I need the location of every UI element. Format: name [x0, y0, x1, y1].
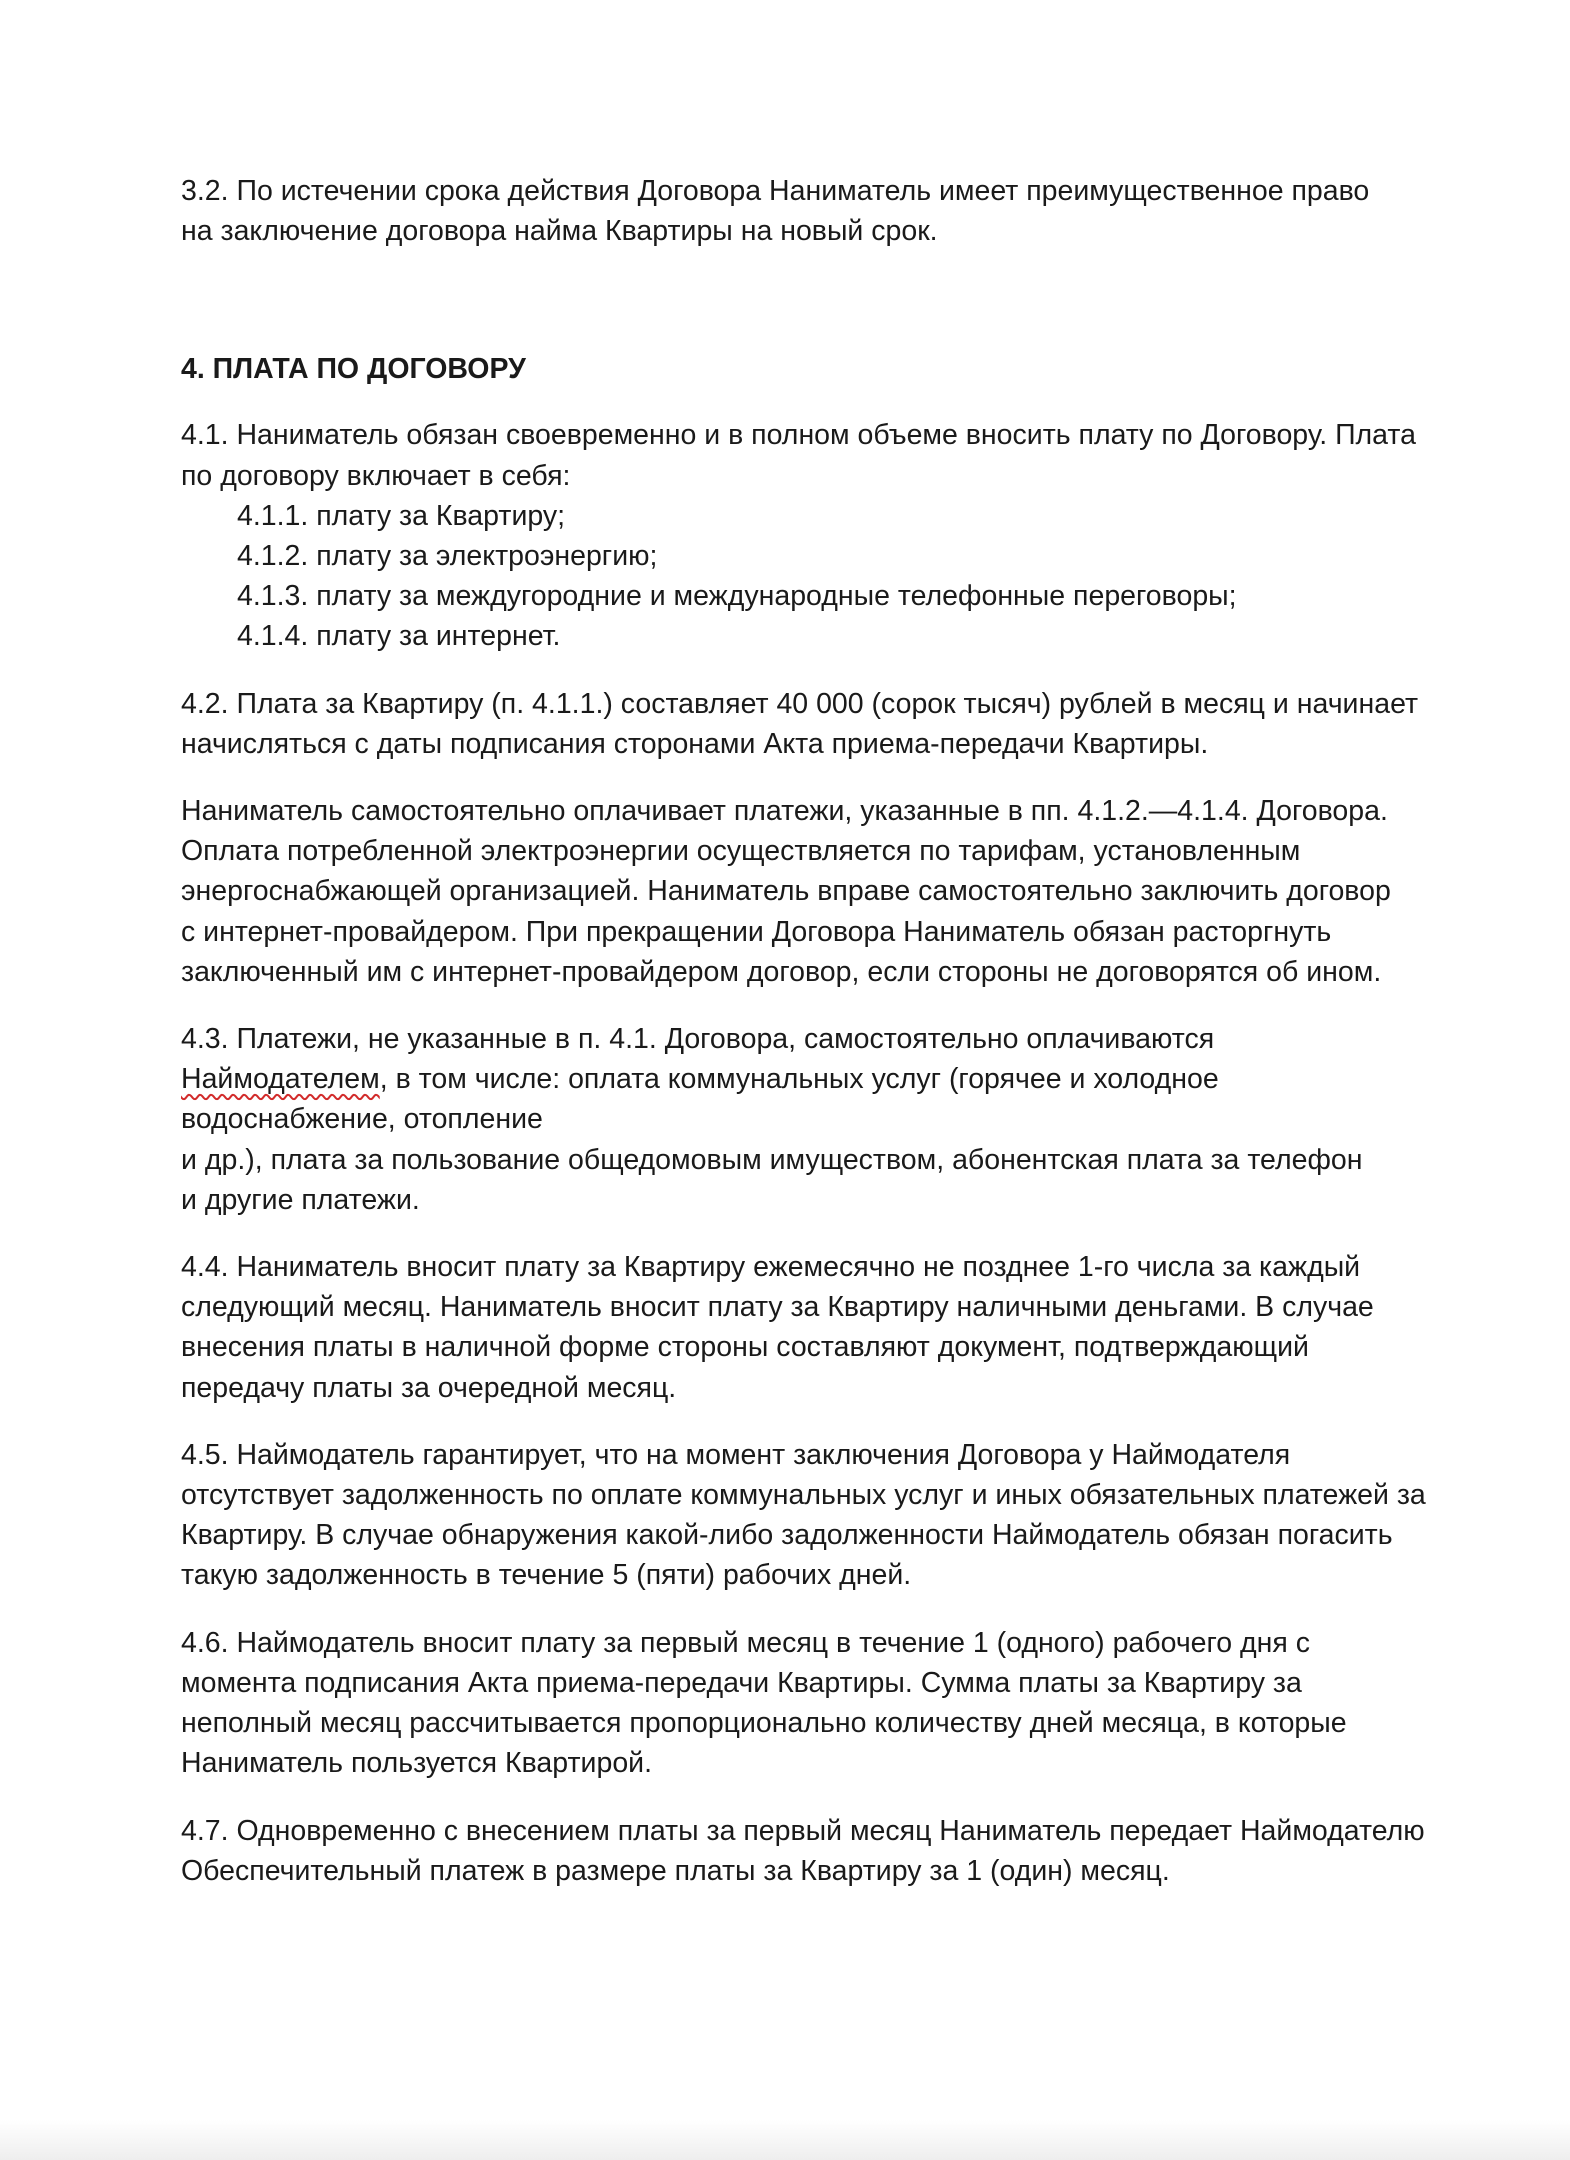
- document-body: [181, 171, 1481, 1918]
- text-line: момента подписания Акта приема-передачи Квартиры. Сумма платы за Квартиру за: [181, 1666, 1302, 1699]
- paragraph-4-3: [181, 1019, 1481, 1220]
- paragraph-4-2-payments: [181, 791, 1481, 992]
- text-line: следующий месяц. Наниматель вносит плату за Квартиру наличными деньгами. В случае: [181, 1291, 1374, 1324]
- text-line: энергоснабжающей организацией. Наниматель вправе самостоятельно заключить договор: [181, 875, 1391, 908]
- text-line: [181, 1059, 1481, 1099]
- page-bottom-edge: [0, 2120, 1570, 2160]
- text-line: неполный месяц рассчитывается пропорционально количеству дней месяца, в которые: [181, 1707, 1347, 1740]
- list-item-4-1-3: 4.1.3. плату за междугородние и международные телефонные переговоры;: [237, 580, 1237, 613]
- text-line: Квартиру. В случае обнаружения какой-либо задолженности Наймодатель обязан погасить: [181, 1519, 1393, 1552]
- text-line: 4.5. Наймодатель гарантирует, что на момент заключения Договора у Наймодателя: [181, 1438, 1291, 1471]
- list-item-4-1-4: 4.1.4. плату за интернет.: [237, 620, 561, 653]
- text-line: заключенный им с интернет-провайдером договор, если стороны не договорятся об ином.: [181, 955, 1382, 988]
- paragraph-3-2: [181, 171, 1481, 251]
- text-line: Оплата потребленной электроэнергии осуществляется по тарифам, установленным: [181, 835, 1301, 868]
- text-line: такую задолженность в течение 5 (пяти) рабочих дней.: [181, 1559, 912, 1592]
- text-line: 4.7. Одновременно с внесением платы за первый месяц Наниматель передает Наймодателю: [181, 1814, 1425, 1847]
- list-item-4-1-2: 4.1.2. плату за электроэнергию;: [237, 540, 658, 573]
- text-line: передачу платы за очередной месяц.: [181, 1371, 677, 1404]
- text-line: и другие платежи.: [181, 1183, 420, 1216]
- text-line: 4.6. Наймодатель вносит плату за первый месяц в течение 1 (одного) рабочего дня с: [181, 1626, 1311, 1659]
- text-line: 4.4. Наниматель вносит плату за Квартиру ежемесячно не позднее 1-го числа за каждый: [181, 1251, 1361, 1284]
- paragraph-4-5: [181, 1435, 1481, 1596]
- paragraph-4-4: [181, 1247, 1481, 1408]
- paragraph-4-6: [181, 1623, 1481, 1784]
- text-line: Наниматель пользуется Квартирой.: [181, 1747, 653, 1780]
- text-line: с интернет-провайдером. При прекращении Договора Наниматель обязан расторгнуть: [181, 915, 1332, 948]
- text-line: начисляться с даты подписания сторонами Акта приема-передачи Квартиры.: [181, 727, 1209, 760]
- text-line: 4.3. Платежи, не указанные в п. 4.1. Договора, самостоятельно оплачиваются: [181, 1023, 1215, 1056]
- paragraph-4-2: [181, 684, 1481, 764]
- text-line: 4.2. Плата за Квартиру (п. 4.1.1.) составляет 40 000 (сорок тысяч) рублей в месяц и начинает: [181, 687, 1419, 720]
- text-line: 3.2. По истечении срока действия Договора Наниматель имеет преимущественное право: [181, 175, 1370, 207]
- text-fragment: , в том числе: оплата коммунальных услуг (горячее и холодное: [379, 1063, 1219, 1096]
- paragraph-4-7: [181, 1811, 1481, 1891]
- paragraph-4-1: [181, 415, 1481, 656]
- text-line: внесения платы в наличной форме стороны составляют документ, подтверждающий: [181, 1331, 1309, 1364]
- section-heading-4: 4. ПЛАТА ПО ДОГОВОРУ: [181, 353, 526, 386]
- text-line: водоснабжение, отопление: [181, 1103, 543, 1136]
- text-line: 4.1. Наниматель обязан своевременно и в полном объеме вносить плату по Договору. Плата: [181, 419, 1416, 452]
- text-line: по договору включает в себя:: [181, 459, 571, 492]
- text-line: и др.), плата за пользование общедомовым имуществом, абонентская плата за телефон: [181, 1143, 1363, 1176]
- text-line: на заключение договора найма Квартиры на новый срок.: [181, 215, 938, 248]
- text-line: Наниматель самостоятельно оплачивает платежи, указанные в пп. 4.1.2.—4.1.4. Договора.: [181, 795, 1388, 828]
- text-line: Обеспечительный платеж в размере платы за Квартиру за 1 (один) месяц.: [181, 1854, 1170, 1887]
- text-line: отсутствует задолженность по оплате коммунальных услуг и иных обязательных платежей за: [181, 1479, 1426, 1512]
- list-item-4-1-1: 4.1.1. плату за Квартиру;: [237, 499, 566, 532]
- spellcheck-word[interactable]: Наймодателем: [181, 1063, 380, 1096]
